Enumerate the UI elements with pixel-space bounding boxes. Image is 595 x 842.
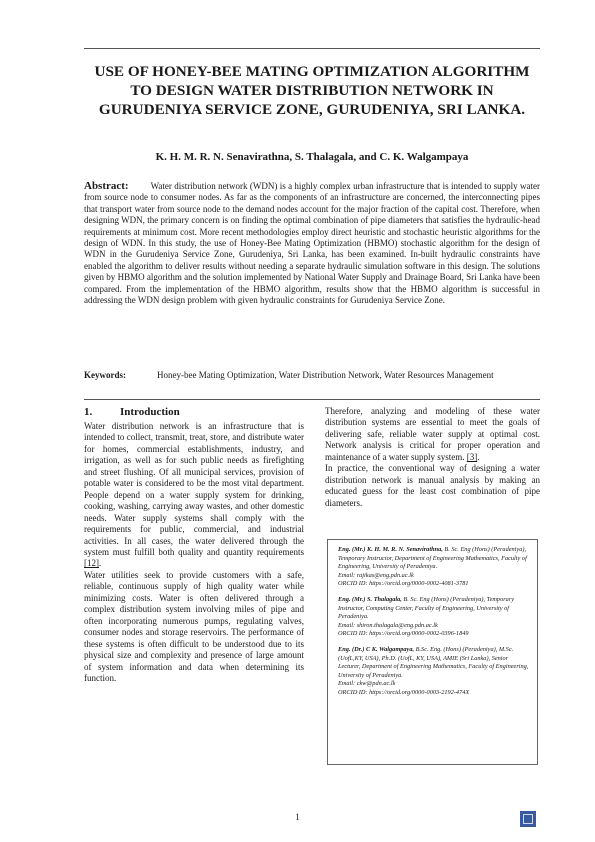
section-title: Introduction (120, 406, 180, 418)
author-info-name: Eng. (Dr.) C K. Walgampaya, (338, 645, 415, 653)
intro-paragraph-2: Water utilities seek to provide customers with a safe, reliable, continuous supply of high quality water while minimizing costs. Water is often delivered through a complex distribution system involving miles of pipe and often incorporating numerous pumps, regulating valves, consumer nodes and storage reservoirs. The performance of these systems is often difficult to be understood due to its physical size and complexity and presence of large amount of system information and data when determining its function. (84, 569, 304, 683)
intro-paragraph-1: Water distribution network is an infrastructure that is intended to collect, transmit, treat, store, and distribute water for homes, commercial establishments, industry, and irrigation, as well as for such public needs as firefighting and street flushing. Of all municipal services, provision of potable water is considered to be the most vital department. People depend on a water supply system for drinking, cooking, washing, carrying away wastes, and other domestic needs. Water supply systems shall comply with the requirements for public, commercial, and industrial activities. In all cases, the water delivered through the system must fulfill both quality and quantity requirements [12]. (84, 421, 304, 569)
author-info-name: Eng. (Mr.) S. Thalagala, (338, 595, 402, 603)
author-orcid[interactable]: ORCID ID: https://orcid.org/0000-0002-4081-3781 (338, 580, 469, 588)
author-email[interactable]: Email: rajikas@eng.pdn.ac.lk (338, 571, 414, 579)
intro-paragraph-3: Therefore, analyzing and modeling of these water distribution systems are essential to meet the goals of delivering safe, reliable water supply at optimal cost. Network analysis is critical for proper operation and maintenance of a water supply system. [3]. (325, 406, 540, 462)
keywords-text: Honey-bee Mating Optimization, Water Distribution Network, Water Resources Management (157, 370, 494, 380)
abstract-text: Water distribution network (WDN) is a highly complex urban infrastructure that is intended to supply water from source node to consumer nodes. As far as the components of an infrastructure are concerned, the interconnecting pipes that transport water from source node to the demand nodes account for the major fraction of the capital cost. Therefore, when designing WDN, the primary concern is on finding the optimal combination of pipe diameters that satisfies the hydraulic-head requirements at minimum cost. More recent methodologies employ direct heuristic and stochastic heuristic algorithms for the design of WDN. In this study, the use of Honey-Bee Mating Optimization (HBMO) stochastic algorithm for the design of WDN in the Gurudeniya Service Zone, Gurudeniya, Sri Lanka, has been examined. In-built hydraulic constraints have enabled the algorithm to deliver results without needing a separate hydraulic simulation software in this design. The solutions given by HBMO algorithm and the solution implemented by National Water Supply and Drainage Board, Sri Lanka have been compared. From the implementation of the HBMO algorithm, results show that the HBMO algorithm is successful in addressing the WDN design problem with given hydraulic constraints for Gurudeniya Service Zone. (84, 181, 540, 306)
author-orcid[interactable]: ORCID ID: https://orcid.org/0000-0002-0396-1849 (338, 630, 469, 638)
author-info-entry: Eng. (Mr.) K. H. M. R. N. Senavirathna, B. Sc. Eng (Hons) (Peradeniya), Temporary Instructor, Department of Engineering Mathematics, Faculty of Engineering, University of Peradeniya. Email: rajikas@eng.pdn.ac.lk ORCID ID: https://orcid.org/0000-0002-4081-3781 (338, 546, 527, 588)
paper-title: USE OF HONEY-BEE MATING OPTIMIZATION ALGORITHM TO DESIGN WATER DISTRIBUTION NETWORK IN GURUDENIYA SERVICE ZONE, GURUDENIYA, SRI LANKA. (94, 63, 530, 118)
abstract (84, 181, 540, 306)
author-info-entry: Eng. (Dr.) C K. Walgampaya, B.Sc. Eng. (Hons) (Peradeniya), M.Sc.(UofL,KY, USA), Ph.D. (UofL, KY, USA), AMIE (Sri Lanka), Senior Lecturer, Department of Engineering Mathematics, Faculty of Engineering, University of Peradeniya. Email: ckw@pdn.ac.lk ORCID ID: https://orcid.org/0000-0003-2192-474X (338, 645, 529, 696)
author-email[interactable]: Email: ckw@pdn.ac.lk (338, 680, 396, 688)
publisher-logo-icon (520, 811, 536, 827)
abstract-label: Abstract: (84, 180, 129, 192)
author-orcid[interactable]: ORCID ID: https://orcid.org/0000-0003-2192-474X (338, 688, 470, 696)
author-info-box (327, 539, 538, 765)
author-info-name: Eng. (Mr.) K. H. M. R. N. Senavirathna, (338, 546, 443, 553)
section-heading (84, 406, 180, 418)
author-list: K. H. M. R. N. Senavirathna, S. Thalagala, and C. K. Walgampaya (155, 151, 469, 163)
section-divider (84, 399, 540, 400)
page-number: 1 (295, 812, 300, 822)
left-column (84, 421, 304, 684)
right-column (325, 406, 540, 509)
keywords-label: Keywords: (84, 370, 126, 380)
author-info-entry: Eng. (Mr.) S. Thalagala, B. Sc. Eng (Hons) (Peradeniya), Temporary Instructor, Computing Center, Faculty of Engineering, University of Peradeniya. Email: shiron.thalagala@eng.pdn.ac.lk ORCID ID: https://orcid.org/0000-0002-0396-1849 (338, 595, 515, 638)
section-number: 1. (84, 406, 93, 418)
intro-paragraph-4: In practice, the conventional way of designing a water distribution network is manual analysis by making an educated guess for the least cost combination of pipe diameters. (325, 463, 540, 508)
citation-link-12[interactable]: [12] (84, 558, 99, 569)
author-email[interactable]: Email: shiron.thalagala@eng.pdn.ac.lk (338, 621, 438, 629)
citation-link-3[interactable]: [3] (466, 451, 478, 462)
header-rule (84, 48, 540, 49)
